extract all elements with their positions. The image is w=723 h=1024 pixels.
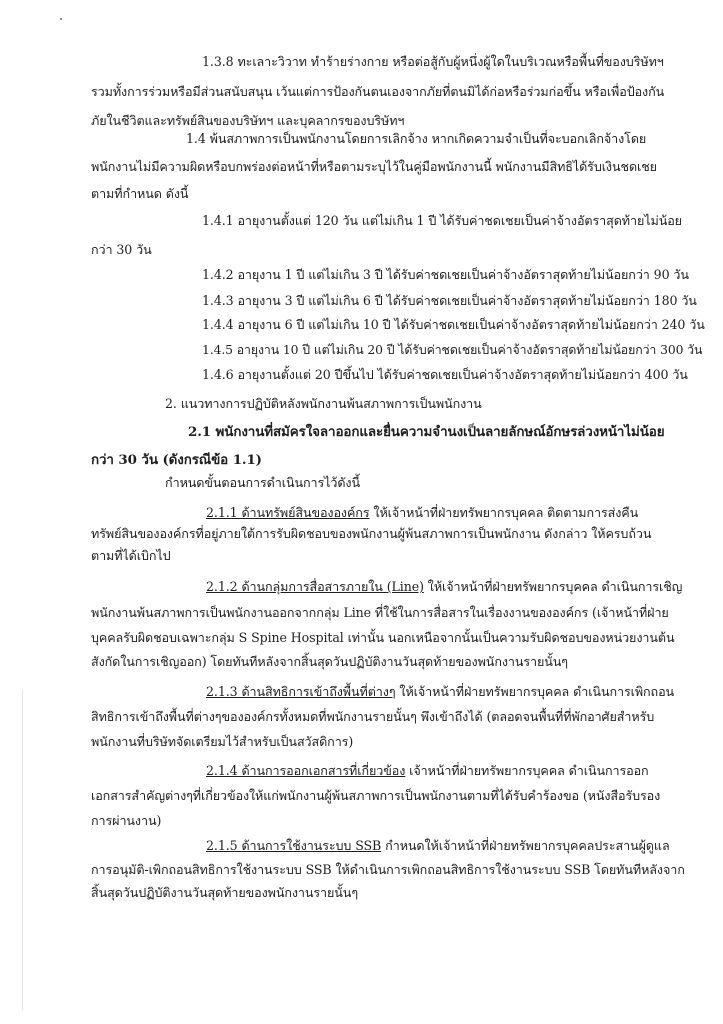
text-line: ภัยในชีวิตและทรัพย์สินของบริษัทฯ และบุคลากรของบริษัทฯ [91,113,405,128]
text-line: 1.4.2 อายุงาน 1 ปี แต่ไม่เกิน 3 ปี ได้รับค่าชดเชยเป็นค่าจ้างอัตราสุดท้ายไม่น้อยกว่า 90 วัน [202,267,689,282]
text-line: 1.3.8 ทะเลาะวิวาท ทำร้ายร่างกาย หรือต่อสู้กับผู้หนึ่งผู้ใดในบริเวณหรือพื้นที่ของบริษัทฯ [202,54,664,69]
heading-2-1-3: 2.1.3 ด้านสิทธิการเข้าถึงพื้นที่ต่างๆ [206,684,396,699]
subsection-heading: 2.1 พนักงานที่สมัครใจลาออกและยื่นความจำนงเป็นลายลักษณ์อักษรล่วงหน้าไม่น้อย [188,424,665,440]
text-line: 1.4 พ้นสภาพการเป็นพนักงานโดยการเลิกจ้าง หากเกิดความจำเป็นที่จะบอกเลิกจ้างโดย [186,131,647,146]
heading-2-1-2: 2.1.2 ด้านกลุ่มการสื่อสารภายใน (Line) [206,579,424,594]
text-line: สังกัดในการเชิญออก) โดยทันทีหลังจากสิ้นสุดวันปฏิบัติงานวันสุดท้ายของพนักงานรายนั้นๆ [91,654,568,669]
text-line: 1.4.5 อายุงาน 10 ปี แต่ไม่เกิน 20 ปี ได้รับค่าชดเชยเป็นค่าจ้างอัตราสุดท้ายไม่น้อยกว่า 300 วัน [202,343,703,357]
text-line: พนักงานที่บริษัทจัดเตรียมไว้สำหรับเป็นสวัสดิการ) [91,734,354,749]
text-line: ตามที่กำหนด ดังนี้ [91,186,189,201]
text-line: 1.4.1 อายุงานตั้งแต่ 120 วัน แต่ไม่เกิน 1 ปี ได้รับค่าชดเชยเป็นค่าจ้างอัตราสุดท้ายไม่น้อย [202,213,682,228]
text-line: 1.4.4 อายุงาน 6 ปี แต่ไม่เกิน 10 ปี ได้รับค่าชดเชยเป็นค่าจ้างอัตราสุดท้ายไม่น้อยกว่า 240 วัน [202,317,705,332]
text-line [206,682,674,702]
scan-edge-shadow [22,690,23,1010]
scan-speck [60,18,62,20]
text-span: กำหนดให้เจ้าหน้าที่ฝ่ายทรัพยากรบุคคลประสานผู้ดูแล [385,838,670,853]
text-line [206,577,682,597]
text-line [206,836,670,856]
text-line: 1.4.6 อายุงานตั้งแต่ 20 ปีขึ้นไป ได้รับค่าชดเชยเป็นค่าจ้างอัตราสุดท้ายไม่น้อยกว่า 400 วัน [202,367,688,382]
text-line [206,503,638,523]
text-span: ให้เจ้าหน้าที่ฝ่ายทรัพยากรบุคคล ดำเนินการเชิญ [427,579,683,594]
text-line: สิ้นสุดวันปฏิบัติงานวันสุดท้ายของพนักงานรายนั้นๆ [91,885,358,900]
text-line: กว่า 30 วัน [91,242,152,257]
subsection-heading: กว่า 30 วัน (ดังกรณีข้อ 1.1) [91,452,262,468]
heading-2-1-4: 2.1.4 ด้านการออกเอกสารที่เกี่ยวข้อง [206,763,406,778]
text-line: รวมทั้งการร่วมหรือมีส่วนสนับสนุน เว้นแต่การป้องกันตนเองจากภัยที่ตนมิได้ก่อหรือร่วมก่อขึ้น หรือเพื่อป้องกัน [91,84,665,99]
text-span: ให้เจ้าหน้าที่ฝ่ายทรัพยากรบุคคล ดำเนินการเพิกถอน [399,684,675,699]
text-line [206,761,649,781]
text-line: พนักงานพ้นสภาพการเป็นพนักงานออกจากกลุ่ม Line ที่ใช้ในการสื่อสารในเรื่องงานขององค์กร (เจ้าหน้าที่ฝ่าย [91,605,669,620]
text-line: บุคคลรับผิดชอบเฉพาะกลุ่ม S Spine Hospital เท่านั้น นอกเหนือจากนั้นเป็นความรับผิดชอบของหน่วยงานต้น [91,630,675,645]
text-line: การอนุมัติ-เพิกถอนสิทธิการใช้งานระบบ SSB ให้ดำเนินการเพิกถอนสิทธิการใช้งานระบบ SSB โดยทันทีหลังจาก [91,862,685,877]
text-span: เจ้าหน้าที่ฝ่ายทรัพยากรบุคคล ดำเนินการออก [409,763,649,778]
text-line: 1.4.3 อายุงาน 3 ปี แต่ไม่เกิน 6 ปี ได้รับค่าชดเชยเป็นค่าจ้างอัตราสุดท้ายไม่น้อยกว่า 180 วัน [202,293,697,308]
text-line: กำหนดขั้นตอนการดำเนินการไว้ดังนี้ [165,475,360,490]
text-line: พนักงานไม่มีความผิดหรือบกพร่องต่อหน้าที่หรือตามระบุไว้ในคู่มือพนักงานนี้ พนักงานมีสิทธิได้รับเงินชดเชย [91,159,657,174]
section-heading: 2. แนวทางการปฏิบัติหลังพนักงานพ้นสภาพการเป็นพนักงาน [165,396,482,411]
text-line: ตามที่ได้เบิกไป [91,548,171,563]
heading-2-1-1: 2.1.1 ด้านทรัพย์สินขององค์กร [206,505,370,520]
text-line: ทรัพย์สินขององค์กรที่อยู่ภายใต้การรับผิดชอบของพนักงานผู้พ้นสภาพการเป็นพนักงาน ดังกล่าว ให้ครบถ้วน [91,526,652,541]
text-line: เอกสารสำคัญต่างๆที่เกี่ยวข้องให้แก่พนักงานผู้พ้นสภาพการเป็นพนักงานตามที่ได้รับคำร้องขอ (หนังสือรับรอง [91,788,661,803]
text-line: การผ่านงาน) [91,813,162,828]
heading-2-1-5: 2.1.5 ด้านการใช้งานระบบ SSB [206,838,382,853]
text-span: ให้เจ้าหน้าที่ฝ่ายทรัพยากรบุคคล ติดตามการส่งคืน [373,505,639,520]
text-line: สิทธิการเข้าถึงพื้นที่ต่างๆขององค์กรทั้งหมดที่พนักงานรายนั้นๆ พึงเข้าถึงได้ (ตลอดจนพื้นที่ที่พักอาศัยสำหรับ [91,709,655,724]
